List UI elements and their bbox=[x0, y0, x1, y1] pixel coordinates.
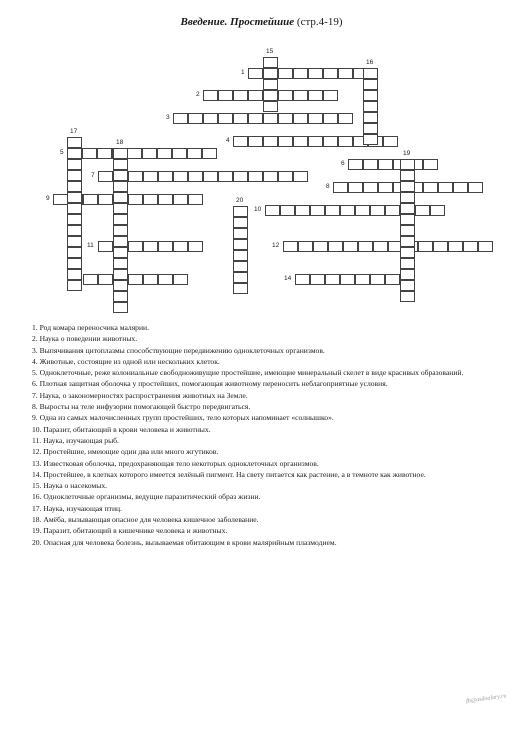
crossword-cell[interactable] bbox=[378, 182, 393, 193]
crossword-cell[interactable] bbox=[98, 171, 113, 182]
crossword-cell[interactable] bbox=[278, 68, 293, 79]
crossword-cell[interactable] bbox=[233, 217, 248, 228]
crossword-cell[interactable] bbox=[340, 274, 355, 285]
crossword-cell[interactable] bbox=[308, 90, 323, 101]
crossword-grid bbox=[0, 0, 523, 300]
crossword-cell[interactable] bbox=[263, 57, 278, 68]
crossword-cell[interactable] bbox=[128, 241, 143, 252]
crossword-cell[interactable] bbox=[400, 181, 415, 192]
clue-number-11: 11 bbox=[87, 242, 94, 249]
crossword-cell[interactable] bbox=[203, 90, 218, 101]
crossword-cell[interactable] bbox=[158, 241, 173, 252]
crossword-cell[interactable] bbox=[438, 182, 453, 193]
crossword-cell[interactable] bbox=[385, 274, 400, 285]
crossword-cell[interactable] bbox=[113, 258, 128, 269]
crossword-cell[interactable] bbox=[188, 241, 203, 252]
crossword-cell[interactable] bbox=[128, 194, 143, 205]
crossword-cell[interactable] bbox=[113, 291, 128, 302]
crossword-cell[interactable] bbox=[478, 241, 493, 252]
crossword-cell[interactable] bbox=[328, 241, 343, 252]
crossword-cell[interactable] bbox=[263, 171, 278, 182]
crossword-cell[interactable] bbox=[363, 112, 378, 123]
clue-number-5: 5 bbox=[60, 149, 64, 156]
crossword-cell[interactable] bbox=[310, 274, 325, 285]
crossword-cell[interactable] bbox=[248, 136, 263, 147]
crossword-cell[interactable] bbox=[233, 261, 248, 272]
clue-number-15: 15 bbox=[266, 48, 274, 55]
crossword-cell[interactable] bbox=[363, 68, 378, 79]
crossword-cell[interactable] bbox=[338, 136, 353, 147]
clue-number-18: 18 bbox=[116, 139, 124, 146]
crossword-cell[interactable] bbox=[323, 113, 338, 124]
clue-number-17: 17 bbox=[70, 128, 78, 135]
crossword-cell[interactable] bbox=[415, 205, 430, 216]
crossword-cell[interactable] bbox=[278, 136, 293, 147]
crossword-cell[interactable] bbox=[423, 182, 438, 193]
crossword-cell[interactable] bbox=[310, 205, 325, 216]
crossword-cell[interactable] bbox=[67, 225, 82, 236]
clue-item-4: 4. Животные, состоящие из одной или нескольких клеток. bbox=[32, 356, 220, 366]
crossword-cell[interactable] bbox=[293, 113, 308, 124]
crossword-cell[interactable] bbox=[128, 274, 143, 285]
crossword-cell[interactable] bbox=[113, 225, 128, 236]
crossword-cell[interactable] bbox=[113, 269, 128, 280]
crossword-cell[interactable] bbox=[363, 159, 378, 170]
crossword-cell[interactable] bbox=[158, 171, 173, 182]
crossword-cell[interactable] bbox=[278, 90, 293, 101]
crossword-cell[interactable] bbox=[323, 90, 338, 101]
crossword-cell[interactable] bbox=[233, 239, 248, 250]
clue-item-11: 11. Наука, изучающая рыб. bbox=[32, 435, 119, 445]
crossword-cell[interactable] bbox=[308, 136, 323, 147]
crossword-cell[interactable] bbox=[385, 205, 400, 216]
crossword-cell[interactable] bbox=[295, 205, 310, 216]
clue-number-19: 19 bbox=[403, 150, 411, 157]
crossword-cell[interactable] bbox=[263, 101, 278, 112]
crossword-cell[interactable] bbox=[293, 90, 308, 101]
crossword-cell[interactable] bbox=[113, 192, 128, 203]
crossword-cell[interactable] bbox=[308, 68, 323, 79]
crossword-cell[interactable] bbox=[98, 194, 113, 205]
crossword-cell[interactable] bbox=[187, 148, 202, 159]
crossword-cell[interactable] bbox=[308, 113, 323, 124]
crossword-cell[interactable] bbox=[423, 159, 438, 170]
crossword-cell[interactable] bbox=[113, 159, 128, 170]
crossword-cell[interactable] bbox=[113, 302, 128, 313]
crossword-cell[interactable] bbox=[67, 159, 82, 170]
crossword-cell[interactable] bbox=[433, 241, 448, 252]
crossword-cell[interactable] bbox=[53, 194, 68, 205]
crossword-cell[interactable] bbox=[370, 274, 385, 285]
clue-item-13: 13. Известковая оболочка, предохраняющая тело некоторых одноклеточных организмов. bbox=[32, 458, 319, 468]
clue-number-16: 16 bbox=[366, 59, 374, 66]
crossword-cell[interactable] bbox=[263, 90, 278, 101]
crossword-cell[interactable] bbox=[113, 170, 128, 181]
crossword-cell[interactable] bbox=[188, 113, 203, 124]
clue-number-8: 8 bbox=[326, 183, 330, 190]
crossword-cell[interactable] bbox=[67, 236, 82, 247]
crossword-cell[interactable] bbox=[355, 205, 370, 216]
crossword-cell[interactable] bbox=[158, 274, 173, 285]
crossword-cell[interactable] bbox=[295, 274, 310, 285]
crossword-cell[interactable] bbox=[127, 148, 142, 159]
crossword-cell[interactable] bbox=[113, 148, 128, 159]
crossword-cell[interactable] bbox=[67, 258, 82, 269]
crossword-cell[interactable] bbox=[173, 171, 188, 182]
crossword-cell[interactable] bbox=[313, 241, 328, 252]
crossword-cell[interactable] bbox=[298, 241, 313, 252]
crossword-cell[interactable] bbox=[97, 148, 112, 159]
clue-item-14: 14. Простейшее, в клетках которого имеется зелёный пигмент. На свету питается как растение, а в темноте как животное. bbox=[32, 469, 426, 479]
crossword-cell[interactable] bbox=[378, 159, 393, 170]
crossword-cell[interactable] bbox=[67, 203, 82, 214]
crossword-cell[interactable] bbox=[113, 203, 128, 214]
crossword-cell[interactable] bbox=[363, 182, 378, 193]
clue-item-17: 17. Наука, изучающая птиц. bbox=[32, 503, 122, 513]
clue-item-15: 15. Наука о насекомых. bbox=[32, 481, 108, 491]
crossword-cell[interactable] bbox=[143, 241, 158, 252]
crossword-cell[interactable] bbox=[218, 113, 233, 124]
crossword-cell[interactable] bbox=[157, 148, 172, 159]
crossword-cell[interactable] bbox=[400, 192, 415, 203]
clue-number-2: 2 bbox=[196, 91, 200, 98]
crossword-cell[interactable] bbox=[143, 274, 158, 285]
clue-item-5: 5. Одноклеточные, реже колониальные свободноживущие простейшие, имеющие минеральный скелет в виде красивых образований. bbox=[32, 368, 464, 378]
crossword-cell[interactable] bbox=[233, 283, 248, 294]
clue-item-7: 7. Наука, о закономерностях распространения животных на Земле. bbox=[32, 390, 248, 400]
clue-number-9: 9 bbox=[46, 195, 50, 202]
crossword-cell[interactable] bbox=[400, 203, 415, 214]
crossword-cell[interactable] bbox=[348, 182, 363, 193]
crossword-cell[interactable] bbox=[173, 113, 188, 124]
crossword-cell[interactable] bbox=[265, 205, 280, 216]
crossword-cell[interactable] bbox=[370, 205, 385, 216]
clue-number-12: 12 bbox=[272, 242, 280, 249]
crossword-cell[interactable] bbox=[128, 171, 143, 182]
crossword-cell[interactable] bbox=[400, 214, 415, 225]
clue-item-10: 10. Паразит, обитающий в крови человека и животных. bbox=[32, 424, 211, 434]
clue-item-9: 9. Одна из самых малочисленных групп простейших, тело которых напоминает «солнышко». bbox=[32, 413, 334, 423]
crossword-cell[interactable] bbox=[233, 171, 248, 182]
clue-number-1: 1 bbox=[241, 69, 245, 76]
crossword-cell[interactable] bbox=[263, 79, 278, 90]
crossword-cell[interactable] bbox=[188, 194, 203, 205]
crossword-cell[interactable] bbox=[233, 90, 248, 101]
crossword-cell[interactable] bbox=[400, 280, 415, 291]
clue-number-14: 14 bbox=[284, 275, 292, 282]
clue-item-16: 16. Одноклеточные организмы, ведущие паразитический образ жизни. bbox=[32, 492, 261, 502]
crossword-cell[interactable] bbox=[363, 79, 378, 90]
crossword-cell[interactable] bbox=[173, 194, 188, 205]
crossword-cell[interactable] bbox=[113, 236, 128, 247]
crossword-cell[interactable] bbox=[203, 113, 218, 124]
crossword-cell[interactable] bbox=[363, 90, 378, 101]
crossword-cell[interactable] bbox=[233, 250, 248, 261]
crossword-cell[interactable] bbox=[188, 171, 203, 182]
watermark: fb@asdoalary.ru bbox=[465, 693, 507, 705]
crossword-cell[interactable] bbox=[248, 113, 263, 124]
crossword-cell[interactable] bbox=[233, 136, 248, 147]
crossword-cell[interactable] bbox=[358, 241, 373, 252]
crossword-cell[interactable] bbox=[348, 159, 363, 170]
crossword-cell[interactable] bbox=[233, 206, 248, 217]
clue-item-3: 3. Выпячивания цитоплазмы способствующие передвижению одноклеточных организмов. bbox=[32, 345, 325, 355]
crossword-cell[interactable] bbox=[67, 269, 82, 280]
crossword-cell[interactable] bbox=[430, 205, 445, 216]
crossword-cell[interactable] bbox=[158, 194, 173, 205]
crossword-cell[interactable] bbox=[355, 274, 370, 285]
crossword-cell[interactable] bbox=[263, 136, 278, 147]
crossword-cell[interactable] bbox=[203, 171, 218, 182]
title-pages: (стр.4-19) bbox=[296, 16, 343, 28]
clue-item-19: 19. Паразит, обитающий в кишечнике человека и животных. bbox=[32, 526, 228, 536]
crossword-cell[interactable] bbox=[400, 225, 415, 236]
crossword-cell[interactable] bbox=[67, 148, 82, 159]
crossword-cell[interactable] bbox=[278, 113, 293, 124]
crossword-cell[interactable] bbox=[400, 291, 415, 302]
crossword-cell[interactable] bbox=[338, 113, 353, 124]
crossword-cell[interactable] bbox=[113, 214, 128, 225]
crossword-cell[interactable] bbox=[363, 134, 378, 145]
crossword-cell[interactable] bbox=[338, 68, 353, 79]
crossword-cell[interactable] bbox=[400, 236, 415, 247]
clue-item-18: 18. Амёба, вызывающая опасное для человека кишечное заболевание. bbox=[32, 515, 259, 525]
crossword-cell[interactable] bbox=[323, 136, 338, 147]
crossword-cell[interactable] bbox=[67, 170, 82, 181]
crossword-cell[interactable] bbox=[278, 171, 293, 182]
crossword-cell[interactable] bbox=[400, 258, 415, 269]
crossword-cell[interactable] bbox=[202, 148, 217, 159]
crossword-cell[interactable] bbox=[67, 214, 82, 225]
crossword-cell[interactable] bbox=[218, 90, 233, 101]
crossword-cell[interactable] bbox=[233, 113, 248, 124]
clue-list bbox=[27, 322, 497, 548]
crossword-cell[interactable] bbox=[67, 181, 82, 192]
crossword-cell[interactable] bbox=[67, 247, 82, 258]
crossword-cell[interactable] bbox=[173, 274, 188, 285]
crossword-cell[interactable] bbox=[383, 136, 398, 147]
crossword-cell[interactable] bbox=[263, 68, 278, 79]
crossword-cell[interactable] bbox=[113, 181, 128, 192]
crossword-cell[interactable] bbox=[400, 247, 415, 258]
crossword-cell[interactable] bbox=[280, 205, 295, 216]
crossword-cell[interactable] bbox=[67, 137, 82, 148]
clue-item-1: 1. Род комара переносчика малярии. bbox=[32, 323, 150, 332]
crossword-cell[interactable] bbox=[143, 171, 158, 182]
clue-item-12: 12. Простейшие, имеющие один два или много жгутиков. bbox=[32, 447, 219, 457]
title-text: Введение. Простейшие bbox=[180, 16, 295, 28]
crossword-cell[interactable] bbox=[400, 159, 415, 170]
crossword-cell[interactable] bbox=[113, 280, 128, 291]
clue-number-7: 7 bbox=[91, 172, 95, 179]
crossword-cell[interactable] bbox=[463, 241, 478, 252]
crossword-cell[interactable] bbox=[67, 280, 82, 291]
crossword-cell[interactable] bbox=[233, 228, 248, 239]
crossword-cell[interactable] bbox=[468, 182, 483, 193]
crossword-cell[interactable] bbox=[143, 194, 158, 205]
crossword-cell[interactable] bbox=[248, 90, 263, 101]
clue-number-20: 20 bbox=[236, 197, 244, 204]
crossword-cell[interactable] bbox=[293, 68, 308, 79]
crossword-cell[interactable] bbox=[83, 274, 98, 285]
crossword-cell[interactable] bbox=[142, 148, 157, 159]
crossword-cell[interactable] bbox=[325, 205, 340, 216]
crossword-cell[interactable] bbox=[293, 171, 308, 182]
crossword-cell[interactable] bbox=[333, 182, 348, 193]
crossword-cell[interactable] bbox=[98, 241, 113, 252]
crossword-cell[interactable] bbox=[233, 272, 248, 283]
crossword-cell[interactable] bbox=[263, 113, 278, 124]
crossword-cell[interactable] bbox=[343, 241, 358, 252]
crossword-cell[interactable] bbox=[340, 205, 355, 216]
clue-number-4: 4 bbox=[226, 137, 230, 144]
clue-item-2: 2. Наука о поведении животных. bbox=[32, 334, 138, 344]
crossword-cell[interactable] bbox=[98, 274, 113, 285]
crossword-cell[interactable] bbox=[173, 241, 188, 252]
crossword-cell[interactable] bbox=[293, 136, 308, 147]
clue-number-10: 10 bbox=[254, 206, 262, 213]
crossword-cell[interactable] bbox=[172, 148, 187, 159]
crossword-cell[interactable] bbox=[82, 148, 97, 159]
crossword-cell[interactable] bbox=[400, 170, 415, 181]
crossword-cell[interactable] bbox=[448, 241, 463, 252]
clue-item-8: 8. Выросты на теле инфузории помогающей быстро передвигаться. bbox=[32, 402, 251, 412]
crossword-cell[interactable] bbox=[373, 241, 388, 252]
crossword-cell[interactable] bbox=[67, 192, 82, 203]
clue-item-20: 20. Опасная для человека болезнь, вызываемая обитающим в крови малярийным плазмодием. bbox=[32, 537, 337, 547]
crossword-cell[interactable] bbox=[325, 274, 340, 285]
clue-number-3: 3 bbox=[166, 114, 170, 121]
crossword-cell[interactable] bbox=[218, 171, 233, 182]
crossword-cell[interactable] bbox=[248, 68, 263, 79]
crossword-cell[interactable] bbox=[248, 171, 263, 182]
crossword-cell[interactable] bbox=[83, 194, 98, 205]
clue-number-6: 6 bbox=[341, 160, 345, 167]
crossword-cell[interactable] bbox=[323, 68, 338, 79]
crossword-cell[interactable] bbox=[400, 269, 415, 280]
crossword-cell[interactable] bbox=[283, 241, 298, 252]
crossword-cell[interactable] bbox=[418, 241, 433, 252]
crossword-cell[interactable] bbox=[363, 123, 378, 134]
crossword-cell[interactable] bbox=[113, 247, 128, 258]
crossword-cell[interactable] bbox=[453, 182, 468, 193]
crossword-cell[interactable] bbox=[363, 101, 378, 112]
clue-item-6: 6. Плотная защитная оболочка у простейших, помогающая животному переносить неблагоприятные условия. bbox=[32, 379, 388, 389]
